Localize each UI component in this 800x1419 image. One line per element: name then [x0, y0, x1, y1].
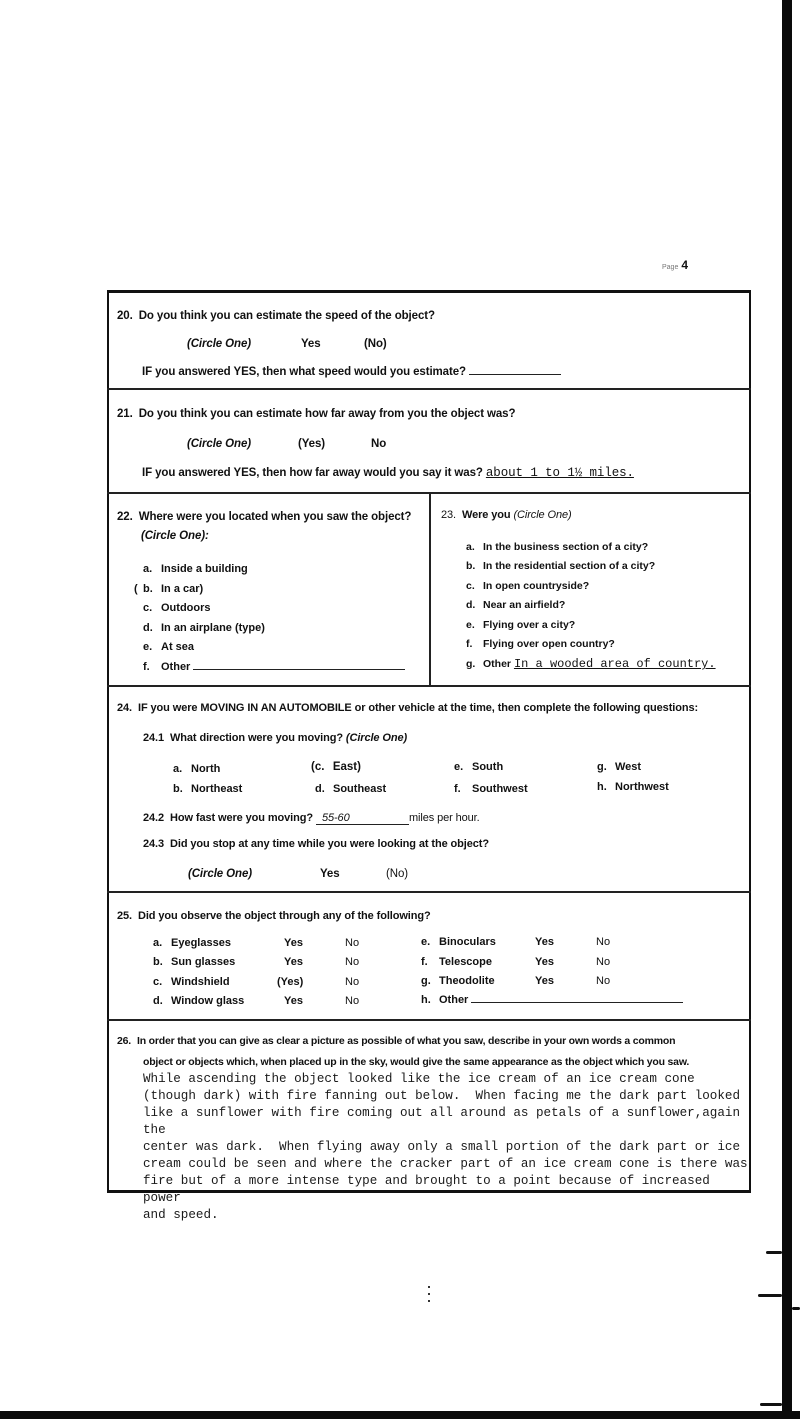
- q24-1-question: [143, 732, 407, 744]
- option-letter: d.: [466, 599, 476, 612]
- q26-question-line2: object or objects which, when placed up in the sky, would give the same appearance as the object which you saw.: [143, 1056, 690, 1068]
- option-letter: e.: [143, 641, 153, 654]
- q26-text-line1: In order that you can give as clear a picture as possible of what you saw, describe in your own words a common: [137, 1035, 676, 1047]
- scan-bottom-edge: [0, 1411, 800, 1419]
- option-letter: d.: [143, 621, 153, 634]
- option-letter: g.: [466, 658, 476, 671]
- q24-1-circle-one: (Circle One): [345, 732, 408, 744]
- q22-other-field[interactable]: [193, 668, 405, 670]
- option-letter: a.: [173, 763, 183, 775]
- q25-f-no[interactable]: No: [596, 956, 611, 968]
- answer-line: fire but of a more intense type and brought to a point because of increased power: [143, 1174, 718, 1205]
- q24-text: IF you were MOVING IN AN AUTOMOBILE or other vehicle at the time, then complete the following questions:: [138, 702, 699, 714]
- q25-d-no[interactable]: No: [345, 995, 360, 1007]
- option-text: Window glass: [171, 995, 245, 1007]
- q21-option-no[interactable]: No: [371, 438, 387, 450]
- q25-a-no[interactable]: No: [345, 937, 360, 949]
- scan-tick-mark: [766, 1251, 782, 1254]
- option-text: Other: [439, 994, 469, 1006]
- q24-1-text: What direction were you moving?: [170, 732, 343, 744]
- q20-followup-text: IF you answered YES, then what speed would you estimate?: [142, 366, 466, 378]
- q23-option-c[interactable]: [466, 580, 716, 599]
- scan-tick-mark: [792, 1307, 800, 1310]
- q24-2-question: [143, 812, 480, 825]
- answer-line: like a sunflower with fire coming out all around as petals of a sunflower,again the: [143, 1106, 748, 1137]
- option-text: In the business section of a city?: [483, 541, 649, 553]
- q24-3-text: Did you stop at any time while you were looking at the object?: [170, 838, 489, 850]
- q21-followup-text: IF you answered YES, then how far away would you say it was?: [142, 467, 483, 479]
- section-divider: [107, 891, 751, 893]
- option-text: Telescope: [439, 956, 492, 968]
- q24-2-text: How fast were you moving?: [170, 812, 313, 824]
- q24-3-circle-one: (Circle One): [188, 868, 252, 880]
- option-text: Near an airfield?: [483, 599, 566, 612]
- q21-answer-field[interactable]: about 1 to 1½ miles.: [485, 466, 634, 480]
- answer-line: While ascending the object looked like the ice cream of an ice cream cone: [143, 1072, 695, 1086]
- q22-option-a[interactable]: [143, 563, 405, 583]
- q25-b-no[interactable]: No: [345, 956, 360, 968]
- q24-3-question: [143, 838, 489, 850]
- q23-option-f[interactable]: [466, 638, 716, 657]
- q24-1-option-c-circled[interactable]: [311, 761, 361, 773]
- q24-1-number: 24.1: [143, 732, 165, 744]
- q25-other-field[interactable]: [471, 1001, 683, 1003]
- q24-1-option-a[interactable]: [173, 763, 220, 775]
- q22-option-b-circled[interactable]: ( b. In a car): [134, 582, 204, 595]
- q24-1-option-d[interactable]: [315, 783, 386, 795]
- scan-edge-bar: [782, 0, 792, 1412]
- option-text: South: [472, 761, 504, 773]
- q25-e-yes[interactable]: Yes: [535, 936, 554, 948]
- q20-answer-field[interactable]: [469, 373, 561, 375]
- option-letter: c.: [466, 579, 475, 592]
- q20-text: Do you think you can estimate the speed of the object?: [138, 310, 435, 322]
- q24-2-speed-field[interactable]: 55-60: [316, 812, 409, 825]
- option-letter: g.: [597, 761, 607, 773]
- option-text: West: [615, 761, 642, 773]
- option-letter: e.: [454, 761, 464, 773]
- q25-option-f: [421, 956, 492, 968]
- q25-g-yes[interactable]: Yes: [535, 975, 554, 987]
- section-divider: [107, 388, 751, 390]
- option-letter: e.: [466, 618, 475, 631]
- option-text: Eyeglasses: [171, 937, 231, 949]
- option-text: In a car: [161, 582, 200, 595]
- q20-circle-one: (Circle One): [187, 338, 251, 350]
- option-text: Southwest: [472, 783, 528, 795]
- q25-option-g: [421, 975, 495, 987]
- q22-circle-one: (Circle One):: [141, 530, 209, 542]
- option-letter: h.: [597, 781, 607, 793]
- q25-c-no[interactable]: No: [345, 976, 360, 988]
- answer-line: cream could be seen and where the cracker part of an ice cream cone is there was: [143, 1157, 748, 1171]
- q22-options: [134, 563, 405, 681]
- option-text: Northwest: [615, 781, 669, 793]
- option-text: Outdoors: [161, 602, 211, 615]
- option-text: In open countryside?: [483, 579, 590, 592]
- q23-circle-one: (Circle One): [513, 509, 572, 521]
- q24-1-option-h[interactable]: [597, 781, 669, 793]
- q21-number: 21.: [117, 408, 133, 420]
- page-label: Page: [662, 264, 679, 271]
- option-text: In an airplane (type): [161, 621, 265, 634]
- q25-question: [117, 910, 431, 922]
- scan-speck: [428, 1293, 430, 1295]
- q20-option-no-circled[interactable]: ( No ): [364, 338, 387, 350]
- q24-question: [117, 702, 698, 714]
- q21-circle-one: (Circle One): [187, 438, 251, 450]
- q24-3-option-yes[interactable]: Yes: [320, 868, 340, 880]
- q26-question-line1: [117, 1035, 675, 1047]
- q21-text: Do you think you can estimate how far away from you the object was?: [138, 408, 516, 420]
- q22-text: Where were you located when you saw the object?: [138, 511, 412, 523]
- q23-option-e[interactable]: [466, 619, 716, 638]
- scan-tick-mark: [760, 1403, 782, 1406]
- option-letter: e.: [421, 936, 431, 948]
- q20-number: 20.: [117, 310, 133, 322]
- q21-followup: [142, 466, 634, 480]
- q22-option-e[interactable]: [143, 641, 405, 661]
- q25-d-yes[interactable]: Yes: [284, 995, 303, 1007]
- q20-followup: [142, 366, 561, 378]
- option-letter: f.: [143, 660, 150, 673]
- option-letter: g.: [421, 975, 431, 987]
- q22-option-f[interactable]: [143, 661, 405, 681]
- option-text: Windshield: [171, 976, 230, 988]
- q25-e-no[interactable]: No: [596, 936, 611, 948]
- q25-f-yes[interactable]: Yes: [535, 956, 554, 968]
- option-letter: f.: [454, 783, 461, 795]
- q26-number: 26.: [117, 1035, 131, 1047]
- scan-speck: [428, 1286, 430, 1288]
- q21-question: [117, 408, 515, 420]
- option-letter: d.: [153, 995, 163, 1007]
- option-letter: b.: [143, 582, 153, 595]
- q24-number: 24.: [117, 702, 132, 714]
- q24-2-unit: miles per hour.: [408, 812, 480, 824]
- section-divider: [107, 1019, 751, 1021]
- q23-other-answer[interactable]: In a wooded area of country.: [513, 657, 716, 672]
- q25-option-b: [153, 956, 235, 968]
- q24-3-option-no-circled[interactable]: ( No ): [386, 868, 408, 880]
- q25-b-yes[interactable]: Yes: [284, 956, 303, 968]
- option-letter: h.: [421, 994, 431, 1006]
- q22-number: 22.: [117, 511, 133, 523]
- q23-option-a[interactable]: [466, 541, 716, 560]
- q25-g-no[interactable]: No: [596, 975, 611, 987]
- section-divider: [107, 685, 751, 687]
- option-letter: c.: [314, 761, 325, 773]
- q22-option-c[interactable]: [143, 602, 405, 622]
- option-text: East: [332, 761, 358, 773]
- option-text: Sun glasses: [171, 956, 236, 968]
- option-text: Binoculars: [439, 936, 496, 948]
- q24-1-option-f[interactable]: [454, 783, 528, 795]
- q22-option-d[interactable]: [143, 622, 405, 642]
- q21-option-yes-circled[interactable]: ( Yes ): [298, 438, 325, 450]
- q24-1-option-b[interactable]: [173, 783, 242, 795]
- q25-option-h: [421, 994, 683, 1006]
- answer-line: (though dark) with fire fanning out below. When facing me the dark part looked: [143, 1089, 741, 1103]
- option-text: Flying over open country?: [483, 637, 615, 650]
- option-text: Southeast: [333, 783, 387, 795]
- answer-line: and speed.: [143, 1208, 219, 1222]
- option-text: Theodolite: [439, 975, 495, 987]
- q25-option-c: [153, 976, 230, 988]
- q25-number: 25.: [117, 910, 132, 922]
- q23-option-b[interactable]: [466, 560, 716, 579]
- option-letter: f.: [466, 637, 473, 650]
- answer-line: center was dark. When flying away only a small portion of the dark part or ice: [143, 1140, 741, 1154]
- q25-option-e: [421, 936, 496, 948]
- q24-1-option-g[interactable]: [597, 761, 641, 773]
- option-text: Other: [483, 658, 512, 671]
- q23-option-d[interactable]: [466, 599, 716, 618]
- q25-option-d: [153, 995, 244, 1007]
- option-text: Other: [161, 660, 191, 673]
- q25-c-yes-circled[interactable]: ( Yes ): [277, 976, 303, 988]
- q25-text: Did you observe the object through any of the following?: [138, 910, 431, 922]
- option-letter: b.: [153, 956, 163, 968]
- scan-speck: [428, 1300, 430, 1302]
- option-letter: c.: [143, 602, 153, 615]
- option-text: Inside a building: [161, 563, 248, 575]
- q25-option-a: [153, 937, 231, 949]
- q24-2-number: 24.2: [143, 812, 165, 824]
- option-letter: b.: [173, 783, 183, 795]
- option-letter: f.: [421, 956, 428, 968]
- option-text: At sea: [161, 641, 195, 654]
- option-letter: d.: [315, 783, 325, 795]
- option-text: North: [191, 763, 221, 775]
- q20-question: [117, 310, 435, 322]
- option-text: In the residential section of a city?: [483, 560, 656, 573]
- option-text: Flying over a city?: [483, 618, 576, 631]
- column-divider: [429, 493, 431, 685]
- q26-answer-text[interactable]: [143, 1071, 753, 1224]
- q23-text: Were you: [462, 509, 511, 521]
- q23-number: 23.: [441, 509, 456, 521]
- scan-tick-mark: [758, 1294, 782, 1297]
- q24-1-option-e[interactable]: [454, 761, 503, 773]
- option-letter: a.: [143, 563, 153, 575]
- option-letter: b.: [466, 560, 476, 573]
- q23-question: [441, 509, 572, 521]
- q20-option-yes[interactable]: Yes: [301, 338, 321, 350]
- q25-a-yes[interactable]: Yes: [284, 937, 303, 949]
- option-text: Northeast: [191, 783, 243, 795]
- q23-option-g[interactable]: [466, 657, 716, 676]
- q24-3-number: 24.3: [143, 838, 165, 850]
- page-number: [662, 258, 688, 272]
- option-letter: c.: [153, 976, 163, 988]
- option-letter: a.: [466, 541, 475, 553]
- page-number-value: 4: [681, 258, 689, 272]
- option-letter: a.: [153, 937, 163, 949]
- q23-options: [466, 541, 716, 677]
- q22-question: [117, 511, 411, 523]
